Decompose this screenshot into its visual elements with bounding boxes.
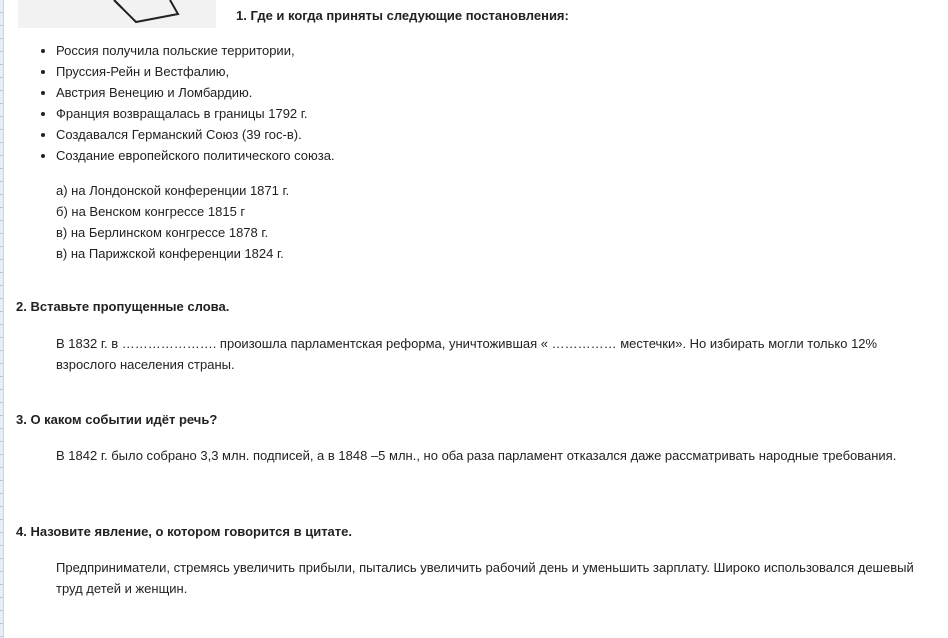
list-item: • Создавался Германский Союз (39 гос-в).: [56, 124, 335, 145]
answer-option-v1: в) на Берлинском конгрессе 1878 г.: [56, 225, 269, 240]
list-item: • Франция возвращалась в границы 1792 г.: [56, 103, 335, 124]
map-image-fragment: [18, 0, 216, 28]
question-1-list: [38, 40, 335, 166]
question-4-title: 4. Назовите явление, о котором говорится в цитате.: [16, 524, 352, 539]
list-item: • Австрия Венецию и Ломбардию.: [56, 82, 335, 103]
answer-option-a: а) на Лондонской конференции 1871 г.: [56, 183, 290, 198]
question-1-title: 1. Где и когда приняты следующие постановления:: [236, 8, 569, 23]
question-2-title: 2. Вставьте пропущенные слова.: [16, 299, 230, 314]
answer-option-v2: в) на Парижской конференции 1824 г.: [56, 246, 284, 261]
list-item: • Россия получила польские территории,: [56, 40, 335, 61]
left-edge-ruler: [0, 0, 3, 638]
question-2-text: В 1832 г. в …………………. произошла парламентская реформа, уничтожившая « …………… местечки». Но избирать могли только 12% взрослого населения страны.: [56, 336, 878, 372]
question-4-text: Предприниматели, стремясь увеличить прибыли, пытались увеличить рабочий день и уменьшить зарплату. Широко использовался дешевый труд детей и женщин.: [56, 560, 914, 596]
list-item: • Создание европейского политического союза.: [56, 145, 335, 166]
question-3-text: В 1842 г. было собрано 3,3 млн. подписей, а в 1848 –5 млн., но оба раза парламент отказался даже рассматривать народные требования.: [56, 448, 897, 463]
question-1-answers: [56, 180, 289, 264]
question-3-title: 3. О каком событии идёт речь?: [16, 412, 218, 427]
list-item: • Пруссия-Рейн и Вестфалию,: [56, 61, 335, 82]
answer-option-b: б) на Венском конгрессе 1815 г: [56, 204, 246, 219]
